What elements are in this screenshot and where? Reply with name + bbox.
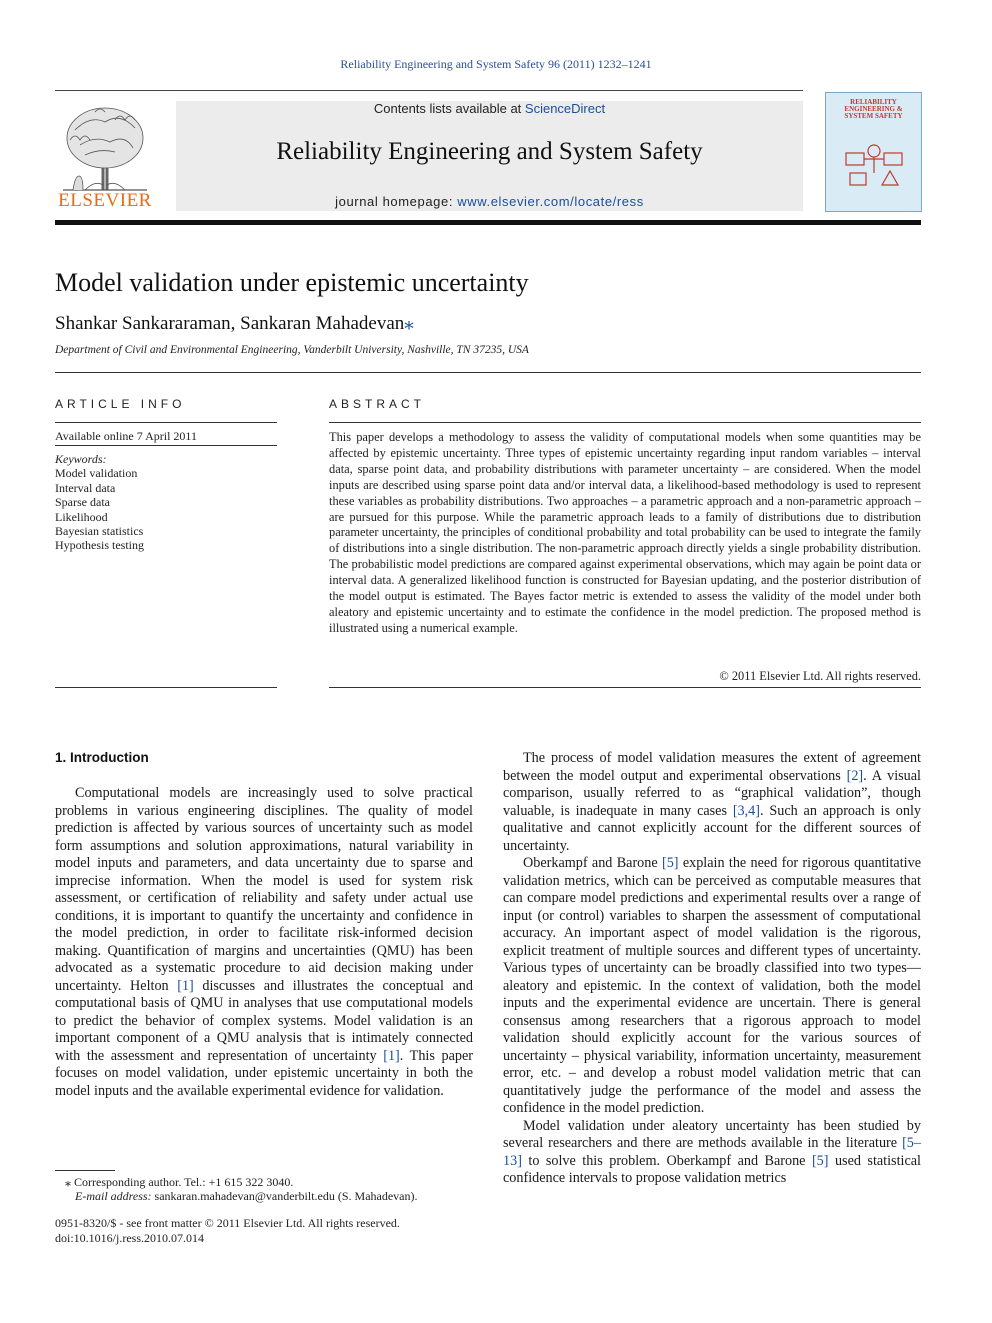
ref-link[interactable]: [5] <box>811 1152 829 1169</box>
homepage-line <box>176 194 803 209</box>
footnote-rule <box>55 1170 115 1171</box>
abstract-copyright: © 2011 Elsevier Ltd. All rights reserved. <box>719 669 921 683</box>
keyword: Sparse data <box>55 495 110 510</box>
journal-cover-thumbnail[interactable] <box>825 92 922 212</box>
header-divider <box>55 372 921 373</box>
abstract-rule-top <box>329 422 921 423</box>
keyword: Likelihood <box>55 509 108 524</box>
ref-link[interactable]: [3,4] <box>732 802 760 819</box>
abstract-heading: ABSTRACT <box>329 397 426 411</box>
corresponding-footnote: ⁎ Corresponding author. Tel.: +1 615 322 3040. <box>65 1175 294 1189</box>
elsevier-wordmark[interactable]: ELSEVIER <box>58 190 152 211</box>
article-info-heading: ARTICLE INFO <box>55 397 186 411</box>
contents-line <box>176 101 803 116</box>
introduction-heading: 1. Introduction <box>55 750 149 765</box>
keyword: Model validation <box>55 466 138 481</box>
issn-block <box>55 1216 400 1246</box>
contents-prefix: Contents lists available at <box>373 101 525 116</box>
ref-link[interactable]: [1] <box>177 977 194 994</box>
keyword: Hypothesis testing <box>55 538 144 553</box>
email-address[interactable]: sankaran.mahadevan@vanderbilt.edu (S. Mahadevan). <box>151 1189 418 1203</box>
intro-paragraph: The process of model validation measures the extent of agreement between the model output and experimental observations [2]. A visual comparison, usually referred to as “graphical validation”, though valuable, is inadequate in many cases [3,4]. Such an approach is only qualitative and cannot explicitly account for the different sources of uncertainty. <box>503 750 921 854</box>
keyword: Bayesian statistics <box>55 524 144 539</box>
email-footnote <box>55 1189 493 1204</box>
corresponding-author-mark[interactable]: ⁎ <box>404 313 414 334</box>
homepage-prefix: journal homepage: <box>335 194 458 209</box>
paper-title: Model validation under epistemic uncertainty <box>55 268 529 297</box>
right-column <box>503 750 921 1188</box>
cover-diagram-icon <box>842 143 906 193</box>
masthead-top-rule <box>55 90 803 91</box>
available-online: Available online 7 April 2011 <box>55 429 197 443</box>
issn-line: 0951-8320/$ - see front matter © 2011 Elsevier Ltd. All rights reserved. <box>55 1216 400 1230</box>
left-column <box>55 785 473 1100</box>
email-label: E-mail address: <box>75 1189 152 1203</box>
article-info-rule-mid <box>55 445 277 446</box>
intro-paragraph: Computational models are increasingly used to solve practical problems in various engineering disciplines. The quality of model prediction is affected by various sources of uncertainty such as model form assumptions and solution approximations, natural variability in model inputs and parameters, and data uncertainty due to sparse and imprecise information. When the model is used for system risk assessment, or certification of reliability and safety under actual use conditions, it is important to quantify the uncertainty and confidence in the model prediction, in order to facilitate risk-informed decision making. Quantification of margins and uncertainties (QMU) has been advocated as a systematic procedure to aid decision making under uncertainty. Helton [1] discusses and illustrates the conceptual and computational basis of QMU in analyses that use computational models to predict the behavior of complex systems. Model validation is an important component of a QMU analysis that is intimately connected with the assessment and representation of uncertainty [1]. This paper focuses on model validation, under epistemic uncertainty in both the model inputs and the available experimental evidence for validation. <box>55 785 473 1099</box>
ref-link[interactable]: [1] <box>383 1047 400 1064</box>
doi-line[interactable]: doi:10.1016/j.ress.2010.07.014 <box>55 1231 204 1245</box>
keywords-label: Keywords: <box>55 452 107 466</box>
keywords-block <box>55 452 277 553</box>
intro-paragraph: Oberkampf and Barone [5] explain the need for rigorous quantitative validation metrics, which can be perceived as computable measures that can compare model predictions and experimental results over a range of input (or control) variables to sharpen the assessment of computational accuracy. An important aspect of model validation is the rigorous, explicit treatment of multiple sources and different types of uncertainty. Various types of uncertainty can be broadly classified into two types—aleatory and epistemic. In the context of validation, both the model inputs and the experimental evidence are uncertain. There is general consensus among researchers that a rigorous approach to model validation should explicitly account for the various sources of uncertainty – physical variability, information uncertainty, measurement error, etc. – and develop a robust model validation metric that can quantitatively judge the performance of the model and assess the confidence in the model prediction. <box>503 855 921 1116</box>
homepage-link[interactable]: www.elsevier.com/locate/ress <box>457 194 644 209</box>
ref-link[interactable]: [5–13] <box>503 1135 921 1169</box>
cover-title: RELIABILITY ENGINEERING & SYSTEM SAFETY <box>844 98 903 120</box>
ref-link[interactable]: [2] <box>846 767 864 784</box>
article-info-rule-bottom <box>55 687 277 688</box>
journal-citation[interactable]: Reliability Engineering and System Safety 96 (2011) 1232–1241 <box>340 57 652 71</box>
abstract-rule-bottom <box>329 687 921 688</box>
affiliation: Department of Civil and Environmental Engineering, Vanderbilt University, Nashville, TN 37235, USA <box>55 344 529 356</box>
sciencedirect-link[interactable]: ScienceDirect <box>524 101 606 116</box>
intro-paragraph: Model validation under aleatory uncertainty has been studied by several researchers and there are methods available in the literature [5–13] to solve this problem. Oberkampf and Barone [5] used statistical confidence intervals to propose validation metrics <box>503 1117 922 1186</box>
ref-link[interactable]: [5] <box>661 855 679 871</box>
authors: Shankar Sankararaman, Sankaran Mahadevan <box>55 313 405 334</box>
journal-title: Reliability Engineering and System Safety <box>276 138 703 165</box>
article-info-rule-top <box>55 422 277 423</box>
keyword: Interval data <box>55 480 116 495</box>
masthead-thick-rule <box>55 220 921 225</box>
author-line <box>55 312 414 335</box>
abstract-text: This paper develops a methodology to assess the validity of computational models when some quantities may be affected by epistemic uncertainty. Three types of epistemic uncertainty regarding input random variables – interval data, sparse point data, and probability distributions with parameter uncertainty – are considered. When the model inputs are described using sparse point data and/or interval data, a likelihood-based methodology is used to represent these variables as probability distributions. Two approaches – a parametric approach and a non-parametric approach – are pursued for this purpose. While the parametric approach leads to a family of distributions due to distribution parameter uncertainty, the principles of conditional probability and total probability can be used to integrate the family of distributions into a single distribution. The non-parametric approach directly yields a single probability distribution. The probabilistic model predictions are compared against experimental observations, which may again be point data or interval data. A generalized likelihood function is constructed for Bayesian updating, and the posterior distribution of the model output is estimated. The Bayes factor metric is extended to assess the validity of the model under both aleatory and epistemic uncertainty and to estimate the confidence in the model prediction. The proposed method is illustrated using a numerical example. <box>329 430 921 635</box>
